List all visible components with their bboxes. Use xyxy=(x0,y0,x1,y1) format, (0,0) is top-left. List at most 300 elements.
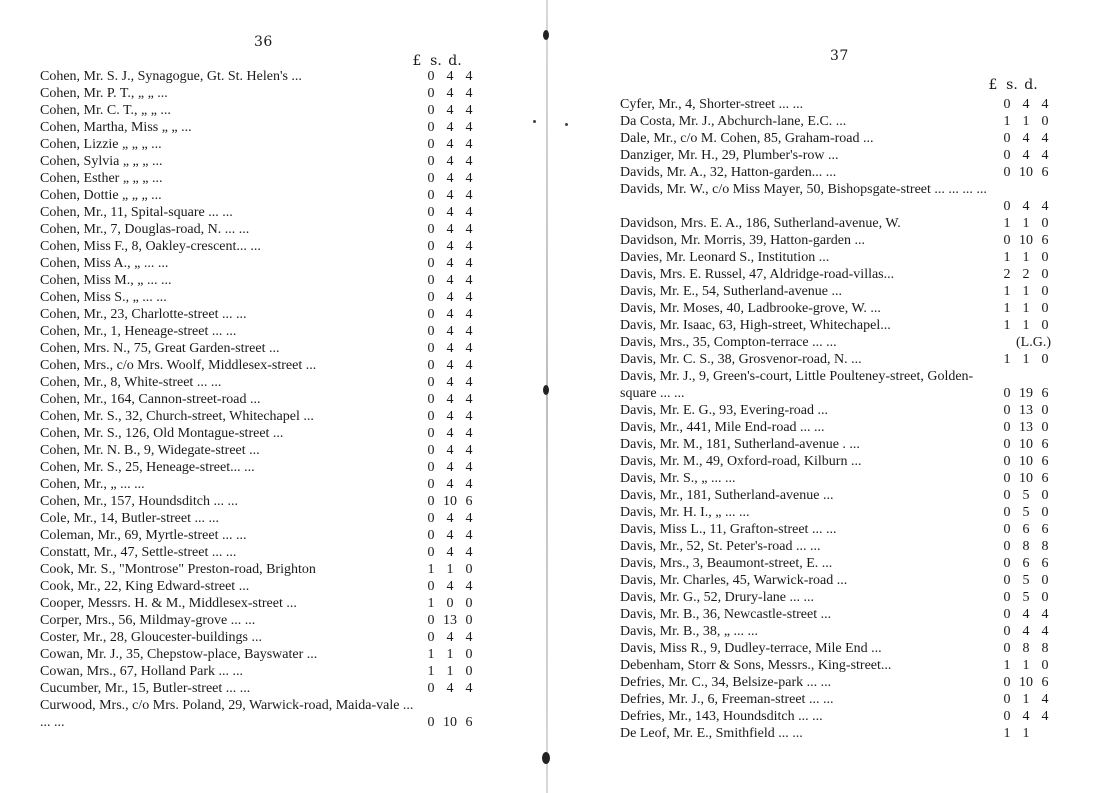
amount-columns xyxy=(422,425,478,442)
amount-columns xyxy=(422,595,478,612)
pounds-value: 0 xyxy=(1003,454,1011,469)
subscriber-name: Cohen, Mr. S., 25, Heneage-street... ... xyxy=(40,460,255,475)
pence-value: 6 xyxy=(1041,556,1049,571)
amount-columns xyxy=(998,232,1054,249)
shillings-value: 13 xyxy=(1019,403,1033,418)
shillings-value: 4 xyxy=(1022,624,1030,639)
amount-columns xyxy=(998,300,1054,317)
shillings-value: 10 xyxy=(1019,454,1033,469)
shillings-value: 4 xyxy=(1022,607,1030,622)
subscriber-entry xyxy=(620,419,1054,436)
subscriber-entry xyxy=(40,170,478,187)
amount-columns xyxy=(998,317,1054,334)
amount-columns xyxy=(422,408,478,425)
pounds-value: 0 xyxy=(427,86,435,101)
pounds-value: 1 xyxy=(427,664,435,679)
subscriber-name: Davids, Mr. A., 32, Hatton-garden... ... xyxy=(620,165,837,180)
subscriber-entry xyxy=(620,215,1054,232)
amount-columns xyxy=(422,187,478,204)
pence-value: 4 xyxy=(465,443,473,458)
shillings-value: 0 xyxy=(446,596,454,611)
subscriber-name: Dale, Mr., c/o M. Cohen, 85, Graham-road ... xyxy=(620,131,874,146)
pounds-value: 0 xyxy=(427,273,435,288)
shillings-value: 6 xyxy=(1022,556,1030,571)
subscriber-entry xyxy=(620,130,1054,147)
amount-columns xyxy=(998,249,1054,266)
pence-header: d. xyxy=(1024,77,1038,93)
shillings-value: 4 xyxy=(446,86,454,101)
subscriber-name: Cohen, Miss A., „ ... ... xyxy=(40,256,169,271)
pence-value: 6 xyxy=(465,494,473,509)
pence-value: 0 xyxy=(1041,590,1049,605)
shillings-value: 1 xyxy=(446,562,454,577)
amount-columns xyxy=(998,504,1054,521)
pence-value: 0 xyxy=(465,647,473,662)
pence-value: 6 xyxy=(1041,233,1049,248)
pounds-value: 0 xyxy=(1003,488,1011,503)
pence-value: 4 xyxy=(465,120,473,135)
pounds-header: £ xyxy=(412,53,422,69)
shillings-value: 10 xyxy=(443,494,457,509)
amount-columns xyxy=(998,725,1054,742)
pounds-value: 0 xyxy=(427,358,435,373)
amount-columns xyxy=(422,306,478,323)
shillings-value: 4 xyxy=(446,307,454,322)
pence-value: 4 xyxy=(465,630,473,645)
subscriber-entry xyxy=(40,306,478,323)
subscriber-name: Corper, Mrs., 56, Mildmay-grove ... ... xyxy=(40,613,256,628)
subscriber-entry xyxy=(40,323,478,340)
pounds-value: 0 xyxy=(1003,131,1011,146)
subscriber-entry xyxy=(620,487,1054,504)
amount-columns xyxy=(422,714,478,731)
amount-columns xyxy=(998,402,1054,419)
amount-columns xyxy=(422,289,478,306)
pence-value: 4 xyxy=(465,409,473,424)
pence-value: 4 xyxy=(465,290,473,305)
subscriber-entry xyxy=(620,232,1054,249)
shillings-value: 1 xyxy=(1022,301,1030,316)
subscriber-entry xyxy=(620,640,1054,657)
pounds-value: 1 xyxy=(427,647,435,662)
subscriber-entry xyxy=(40,663,478,680)
subscriber-entry xyxy=(40,204,478,221)
shillings-value: 4 xyxy=(446,137,454,152)
pounds-value: 1 xyxy=(1003,726,1011,741)
pence-value: 4 xyxy=(465,545,473,560)
shillings-value: 4 xyxy=(446,545,454,560)
amount-columns xyxy=(998,640,1054,657)
pence-value xyxy=(1036,334,1054,351)
subscriber-entry xyxy=(620,283,1054,300)
shillings-value: 1 xyxy=(1022,114,1030,129)
pounds-value: 0 xyxy=(427,154,435,169)
shillings-value: 4 xyxy=(446,188,454,203)
subscriber-entry xyxy=(620,402,1054,419)
amount-columns xyxy=(422,340,478,357)
currency-header xyxy=(408,53,464,69)
subscriber-entry xyxy=(620,300,1054,317)
amount-columns xyxy=(998,555,1054,572)
shillings-value: 13 xyxy=(443,613,457,628)
shillings-value: 10 xyxy=(443,715,457,730)
subscriber-entry xyxy=(40,391,478,408)
subscriber-entry xyxy=(620,181,1054,215)
subscriber-name: Davis, Mr. S., „ ... ... xyxy=(620,471,736,486)
pounds-value: 0 xyxy=(427,69,435,84)
book-gutter xyxy=(546,0,548,793)
subscriber-entry xyxy=(40,119,478,136)
shillings-value: 4 xyxy=(446,358,454,373)
amount-columns xyxy=(422,493,478,510)
pence-value: 0 xyxy=(1041,658,1049,673)
pence-value: 6 xyxy=(1041,471,1049,486)
pounds-value: 0 xyxy=(427,681,435,696)
pounds-value: 0 xyxy=(427,426,435,441)
amount-columns xyxy=(422,629,478,646)
subscriber-entry xyxy=(40,289,478,306)
shillings-value: 4 xyxy=(1022,709,1030,724)
shillings-value: 4 xyxy=(1022,97,1030,112)
pounds-value: 1 xyxy=(427,562,435,577)
subscriber-name: Cucumber, Mr., 15, Butler-street ... ... xyxy=(40,681,251,696)
subscriber-name: Davis, Mr. E., 54, Sutherland-avenue ... xyxy=(620,284,843,299)
subscriber-name: Defries, Mr. J., 6, Freeman-street ... ... xyxy=(620,692,834,707)
pence-value: 8 xyxy=(1041,641,1049,656)
pence-value: 4 xyxy=(465,103,473,118)
subscriber-entry xyxy=(40,578,478,595)
shillings-value: 4 xyxy=(1022,148,1030,163)
shillings-value: 4 xyxy=(446,205,454,220)
subscriber-name: Cook, Mr. S., "Montrose" Preston-road, Brighton xyxy=(40,562,316,577)
amount-columns xyxy=(998,164,1054,181)
shillings-value: 4 xyxy=(1022,131,1030,146)
amount-columns xyxy=(422,136,478,153)
shillings-value: 4 xyxy=(446,630,454,645)
subscriber-name: Cohen, Mr., 7, Douglas-road, N. ... ... xyxy=(40,222,250,237)
amount-columns xyxy=(422,85,478,102)
amount-columns xyxy=(998,147,1054,164)
subscriber-entry xyxy=(40,612,478,629)
shillings-value: 5 xyxy=(1022,488,1030,503)
shillings-value: 4 xyxy=(446,443,454,458)
pounds-value: 0 xyxy=(1003,505,1011,520)
pence-value: 4 xyxy=(1041,148,1049,163)
pence-value: 6 xyxy=(1041,675,1049,690)
shillings-value: 13 xyxy=(1019,420,1033,435)
shillings-value: 10 xyxy=(1019,233,1033,248)
shillings-value: 4 xyxy=(446,171,454,186)
pence-value: 4 xyxy=(465,222,473,237)
shillings-value: 4 xyxy=(446,409,454,424)
amount-columns xyxy=(998,113,1054,130)
pence-value: 4 xyxy=(1041,131,1049,146)
pence-value: 4 xyxy=(465,239,473,254)
subscriber-name: Davis, Mr. Moses, 40, Ladbrooke-grove, W. ... xyxy=(620,301,881,316)
shillings-value: 4 xyxy=(446,239,454,254)
pounds-value: 0 xyxy=(427,511,435,526)
subscriber-name: Cooper, Messrs. H. & M., Middlesex-street ... xyxy=(40,596,297,611)
subscriber-name: Davis, Mr., 441, Mile End-road ... ... xyxy=(620,420,825,435)
subscriber-name: De Leof, Mr. E., Smithfield ... ... xyxy=(620,726,803,741)
pounds-value: 0 xyxy=(427,307,435,322)
shillings-value: 1 xyxy=(1022,726,1030,741)
subscriber-name: Cowan, Mrs., 67, Holland Park ... ... xyxy=(40,664,243,679)
pounds-value: 0 xyxy=(427,443,435,458)
subscriber-entry xyxy=(40,476,478,493)
pence-value: 4 xyxy=(465,511,473,526)
subscriber-name: Cohen, Mrs. N., 75, Great Garden-street ... xyxy=(40,341,280,356)
subscriber-name: Cohen, Miss S., „ ... ... xyxy=(40,290,167,305)
pounds-header: £ xyxy=(988,77,998,93)
pounds-value: 0 xyxy=(427,409,435,424)
pence-value: 4 xyxy=(465,273,473,288)
shillings-value: 10 xyxy=(1019,675,1033,690)
pounds-value: 2 xyxy=(1003,267,1011,282)
pounds-value: 0 xyxy=(1003,522,1011,537)
pounds-value: 0 xyxy=(427,460,435,475)
amount-columns xyxy=(422,646,478,663)
shillings-value: 1 xyxy=(446,664,454,679)
amount-columns xyxy=(422,323,478,340)
subscriber-entry xyxy=(620,725,1054,742)
subscriber-entry xyxy=(40,646,478,663)
subscriber-name: Cohen, Esther „ „ „ ... xyxy=(40,171,163,186)
currency-header xyxy=(984,77,1040,93)
shillings-value: 4 xyxy=(1022,199,1030,214)
subscriber-name: Davis, Mr., 181, Sutherland-avenue ... xyxy=(620,488,834,503)
shillings-value: 19 xyxy=(1019,386,1033,401)
pence-value: 4 xyxy=(465,426,473,441)
pence-value: 4 xyxy=(465,375,473,390)
amount-columns xyxy=(422,204,478,221)
amount-columns xyxy=(422,442,478,459)
shillings-value: 4 xyxy=(446,103,454,118)
amount-columns xyxy=(422,663,478,680)
subscriber-entry xyxy=(620,164,1054,181)
subscriber-name: Davis, Mr., 52, St. Peter's-road ... ... xyxy=(620,539,821,554)
subscriber-entry xyxy=(40,187,478,204)
pounds-value: 0 xyxy=(1003,539,1011,554)
pounds-value: 0 xyxy=(1003,641,1011,656)
shillings-value: 4 xyxy=(446,256,454,271)
pence-value: 0 xyxy=(1041,267,1049,282)
subscriber-entry xyxy=(40,510,478,527)
subscriber-entry xyxy=(620,266,1054,283)
pounds-value: 0 xyxy=(1003,420,1011,435)
amount-columns xyxy=(422,221,478,238)
subscriber-entry xyxy=(40,357,478,374)
pounds-value: 1 xyxy=(1003,250,1011,265)
pence-value: 4 xyxy=(465,324,473,339)
amount-columns xyxy=(422,561,478,578)
subscriber-entry xyxy=(40,68,478,85)
shillings-value: 1 xyxy=(1022,318,1030,333)
amount-columns xyxy=(998,96,1054,113)
pounds-value: 0 xyxy=(1003,709,1011,724)
amount-columns xyxy=(998,521,1054,538)
pence-value: 0 xyxy=(1041,250,1049,265)
pounds-value: 0 xyxy=(1003,437,1011,452)
pounds-value: 0 xyxy=(427,120,435,135)
subscriber-name: Cohen, Sylvia „ „ „ ... xyxy=(40,154,163,169)
subscriber-name: Davis, Mr. Isaac, 63, High-street, Whitechapel... xyxy=(620,318,891,333)
pence-value: 6 xyxy=(1041,454,1049,469)
amount-columns xyxy=(998,674,1054,691)
pounds-value: 0 xyxy=(427,613,435,628)
subscriber-entry xyxy=(620,606,1054,623)
amount-columns xyxy=(998,691,1054,708)
subscriber-name: Cohen, Mr., 1, Heneage-street ... ... xyxy=(40,324,237,339)
pounds-value: 1 xyxy=(1003,284,1011,299)
pence-value: 4 xyxy=(465,681,473,696)
pence-value: 4 xyxy=(1041,624,1049,639)
shillings-value: 1 xyxy=(1022,658,1030,673)
shillings-value: 4 xyxy=(446,511,454,526)
amount-columns xyxy=(422,612,478,629)
shillings-value: 1 xyxy=(1022,216,1030,231)
subscriber-entry xyxy=(620,147,1054,164)
subscriber-name: Cohen, Mrs., c/o Mrs. Woolf, Middlesex-street ... xyxy=(40,358,317,373)
subscriber-entry xyxy=(620,453,1054,470)
pounds-value: 0 xyxy=(1003,624,1011,639)
shillings-value: 1 xyxy=(1022,250,1030,265)
subscriber-name: Danziger, Mr. H., 29, Plumber's-row ... xyxy=(620,148,839,163)
subscriber-entry xyxy=(40,425,478,442)
subscriber-entry xyxy=(620,674,1054,691)
amount-columns xyxy=(422,680,478,697)
subscriber-entry xyxy=(40,340,478,357)
subscriber-name: Cohen, Mr. S. J., Synagogue, Gt. St. Helen's ... xyxy=(40,69,302,84)
subscriber-name: Da Costa, Mr. J., Abchurch-lane, E.C. ... xyxy=(620,114,847,129)
subscriber-name: Cyfer, Mr., 4, Shorter-street ... ... xyxy=(620,97,804,112)
pounds-value: 1 xyxy=(427,596,435,611)
shillings-header: s. xyxy=(1006,77,1018,93)
shillings-value: 6 xyxy=(1022,522,1030,537)
pence-value: 4 xyxy=(465,86,473,101)
subscriber-entry xyxy=(40,680,478,697)
pounds-value: 0 xyxy=(427,188,435,203)
subscriber-entry xyxy=(620,538,1054,555)
shillings-value: 10 xyxy=(1019,165,1033,180)
amount-columns xyxy=(422,238,478,255)
pounds-value: 0 xyxy=(427,290,435,305)
subscriber-name: Cohen, Martha, Miss „ „ ... xyxy=(40,120,192,135)
amount-columns xyxy=(422,578,478,595)
amount-columns xyxy=(422,68,478,85)
amount-columns xyxy=(422,476,478,493)
shillings-value: 4 xyxy=(446,460,454,475)
amount-columns xyxy=(998,215,1054,232)
subscriber-entry xyxy=(620,351,1054,368)
pence-value: 4 xyxy=(465,579,473,594)
subscriber-name: Davis, Mrs., 35, Compton-terrace ... ... xyxy=(620,335,837,350)
pounds-value: 0 xyxy=(427,239,435,254)
subscriber-name: Davis, Mr. H. I., „ ... ... xyxy=(620,505,750,520)
shillings-value: 1 xyxy=(1022,692,1030,707)
pence-value: 4 xyxy=(1041,97,1049,112)
subscriber-name: Cook, Mr., 22, King Edward-street ... xyxy=(40,579,250,594)
subscriber-name: Cohen, Mr., 164, Cannon-street-road ... xyxy=(40,392,261,407)
amount-columns xyxy=(998,589,1054,606)
amount-columns xyxy=(998,385,1054,402)
pence-value: 0 xyxy=(1041,573,1049,588)
pence-value: 0 xyxy=(1041,505,1049,520)
subscriber-name: Cohen, Miss F., 8, Oakley-crescent... ... xyxy=(40,239,261,254)
amount-columns xyxy=(998,657,1054,674)
amount-columns xyxy=(422,374,478,391)
shillings-value: (L.G.) xyxy=(1016,335,1051,350)
subscriber-entry xyxy=(620,96,1054,113)
subscriber-name: Defries, Mr. C., 34, Belsize-park ... ... xyxy=(620,675,832,690)
subscriber-entry xyxy=(40,595,478,612)
amount-columns xyxy=(422,391,478,408)
amount-columns xyxy=(998,538,1054,555)
shillings-value: 4 xyxy=(446,477,454,492)
amount-columns xyxy=(422,459,478,476)
pence-value: 0 xyxy=(465,596,473,611)
shillings-header: s. xyxy=(430,53,442,69)
shillings-value: 5 xyxy=(1022,590,1030,605)
subscriber-entry xyxy=(620,317,1054,334)
pounds-value: 0 xyxy=(427,324,435,339)
pence-value: 4 xyxy=(465,137,473,152)
pounds-value: 0 xyxy=(1003,403,1011,418)
shillings-value: 4 xyxy=(446,222,454,237)
subscriber-name: Defries, Mr., 143, Houndsditch ... ... xyxy=(620,709,823,724)
pounds-value: 0 xyxy=(427,341,435,356)
pence-value: 4 xyxy=(465,188,473,203)
pence-value: 4 xyxy=(465,528,473,543)
amount-columns xyxy=(998,453,1054,470)
subscriber-name: Cohen, Mr., „ ... ... xyxy=(40,477,145,492)
pounds-value: 1 xyxy=(1003,352,1011,367)
pence-value: 0 xyxy=(1041,284,1049,299)
subscriber-name: Davis, Mr. B., 38, „ ... ... xyxy=(620,624,759,639)
subscriber-entry xyxy=(620,589,1054,606)
subscriber-name: Davidson, Mr. Morris, 39, Hatton-garden ... xyxy=(620,233,865,248)
pence-value: 0 xyxy=(1041,114,1049,129)
amount-columns xyxy=(998,606,1054,623)
subscriber-name: Coleman, Mr., 69, Myrtle-street ... ... xyxy=(40,528,247,543)
subscriber-entry xyxy=(620,249,1054,266)
pounds-value: 0 xyxy=(1003,199,1011,214)
gutter-mark-middle xyxy=(543,385,549,395)
amount-columns xyxy=(422,527,478,544)
pounds-value: 0 xyxy=(1003,607,1011,622)
pence-value: 0 xyxy=(465,562,473,577)
pounds-value: 1 xyxy=(1003,658,1011,673)
pence-value: 0 xyxy=(465,664,473,679)
subscriber-entry xyxy=(620,555,1054,572)
shillings-value: 8 xyxy=(1022,641,1030,656)
subscriber-entry xyxy=(620,436,1054,453)
amount-columns xyxy=(998,283,1054,300)
pounds-value: 0 xyxy=(1003,573,1011,588)
subscriber-name: Davids, Mr. W., c/o Miss Mayer, 50, Bishopsgate-street ... ... ... ... xyxy=(620,182,987,197)
amount-columns xyxy=(422,153,478,170)
subscriber-entry xyxy=(40,442,478,459)
subscriber-entry xyxy=(40,493,478,510)
pounds-value: 0 xyxy=(1003,471,1011,486)
subscriber-entry xyxy=(620,691,1054,708)
pence-value xyxy=(1036,725,1054,742)
subscriber-name: Cohen, Mr. C. T., „ „ ... xyxy=(40,103,171,118)
pence-value: 0 xyxy=(1041,403,1049,418)
subscriber-name: Cohen, Mr. P. T., „ „ ... xyxy=(40,86,168,101)
subscriber-name: Debenham, Storr & Sons, Messrs., King-street... xyxy=(620,658,892,673)
pence-value: 4 xyxy=(465,392,473,407)
